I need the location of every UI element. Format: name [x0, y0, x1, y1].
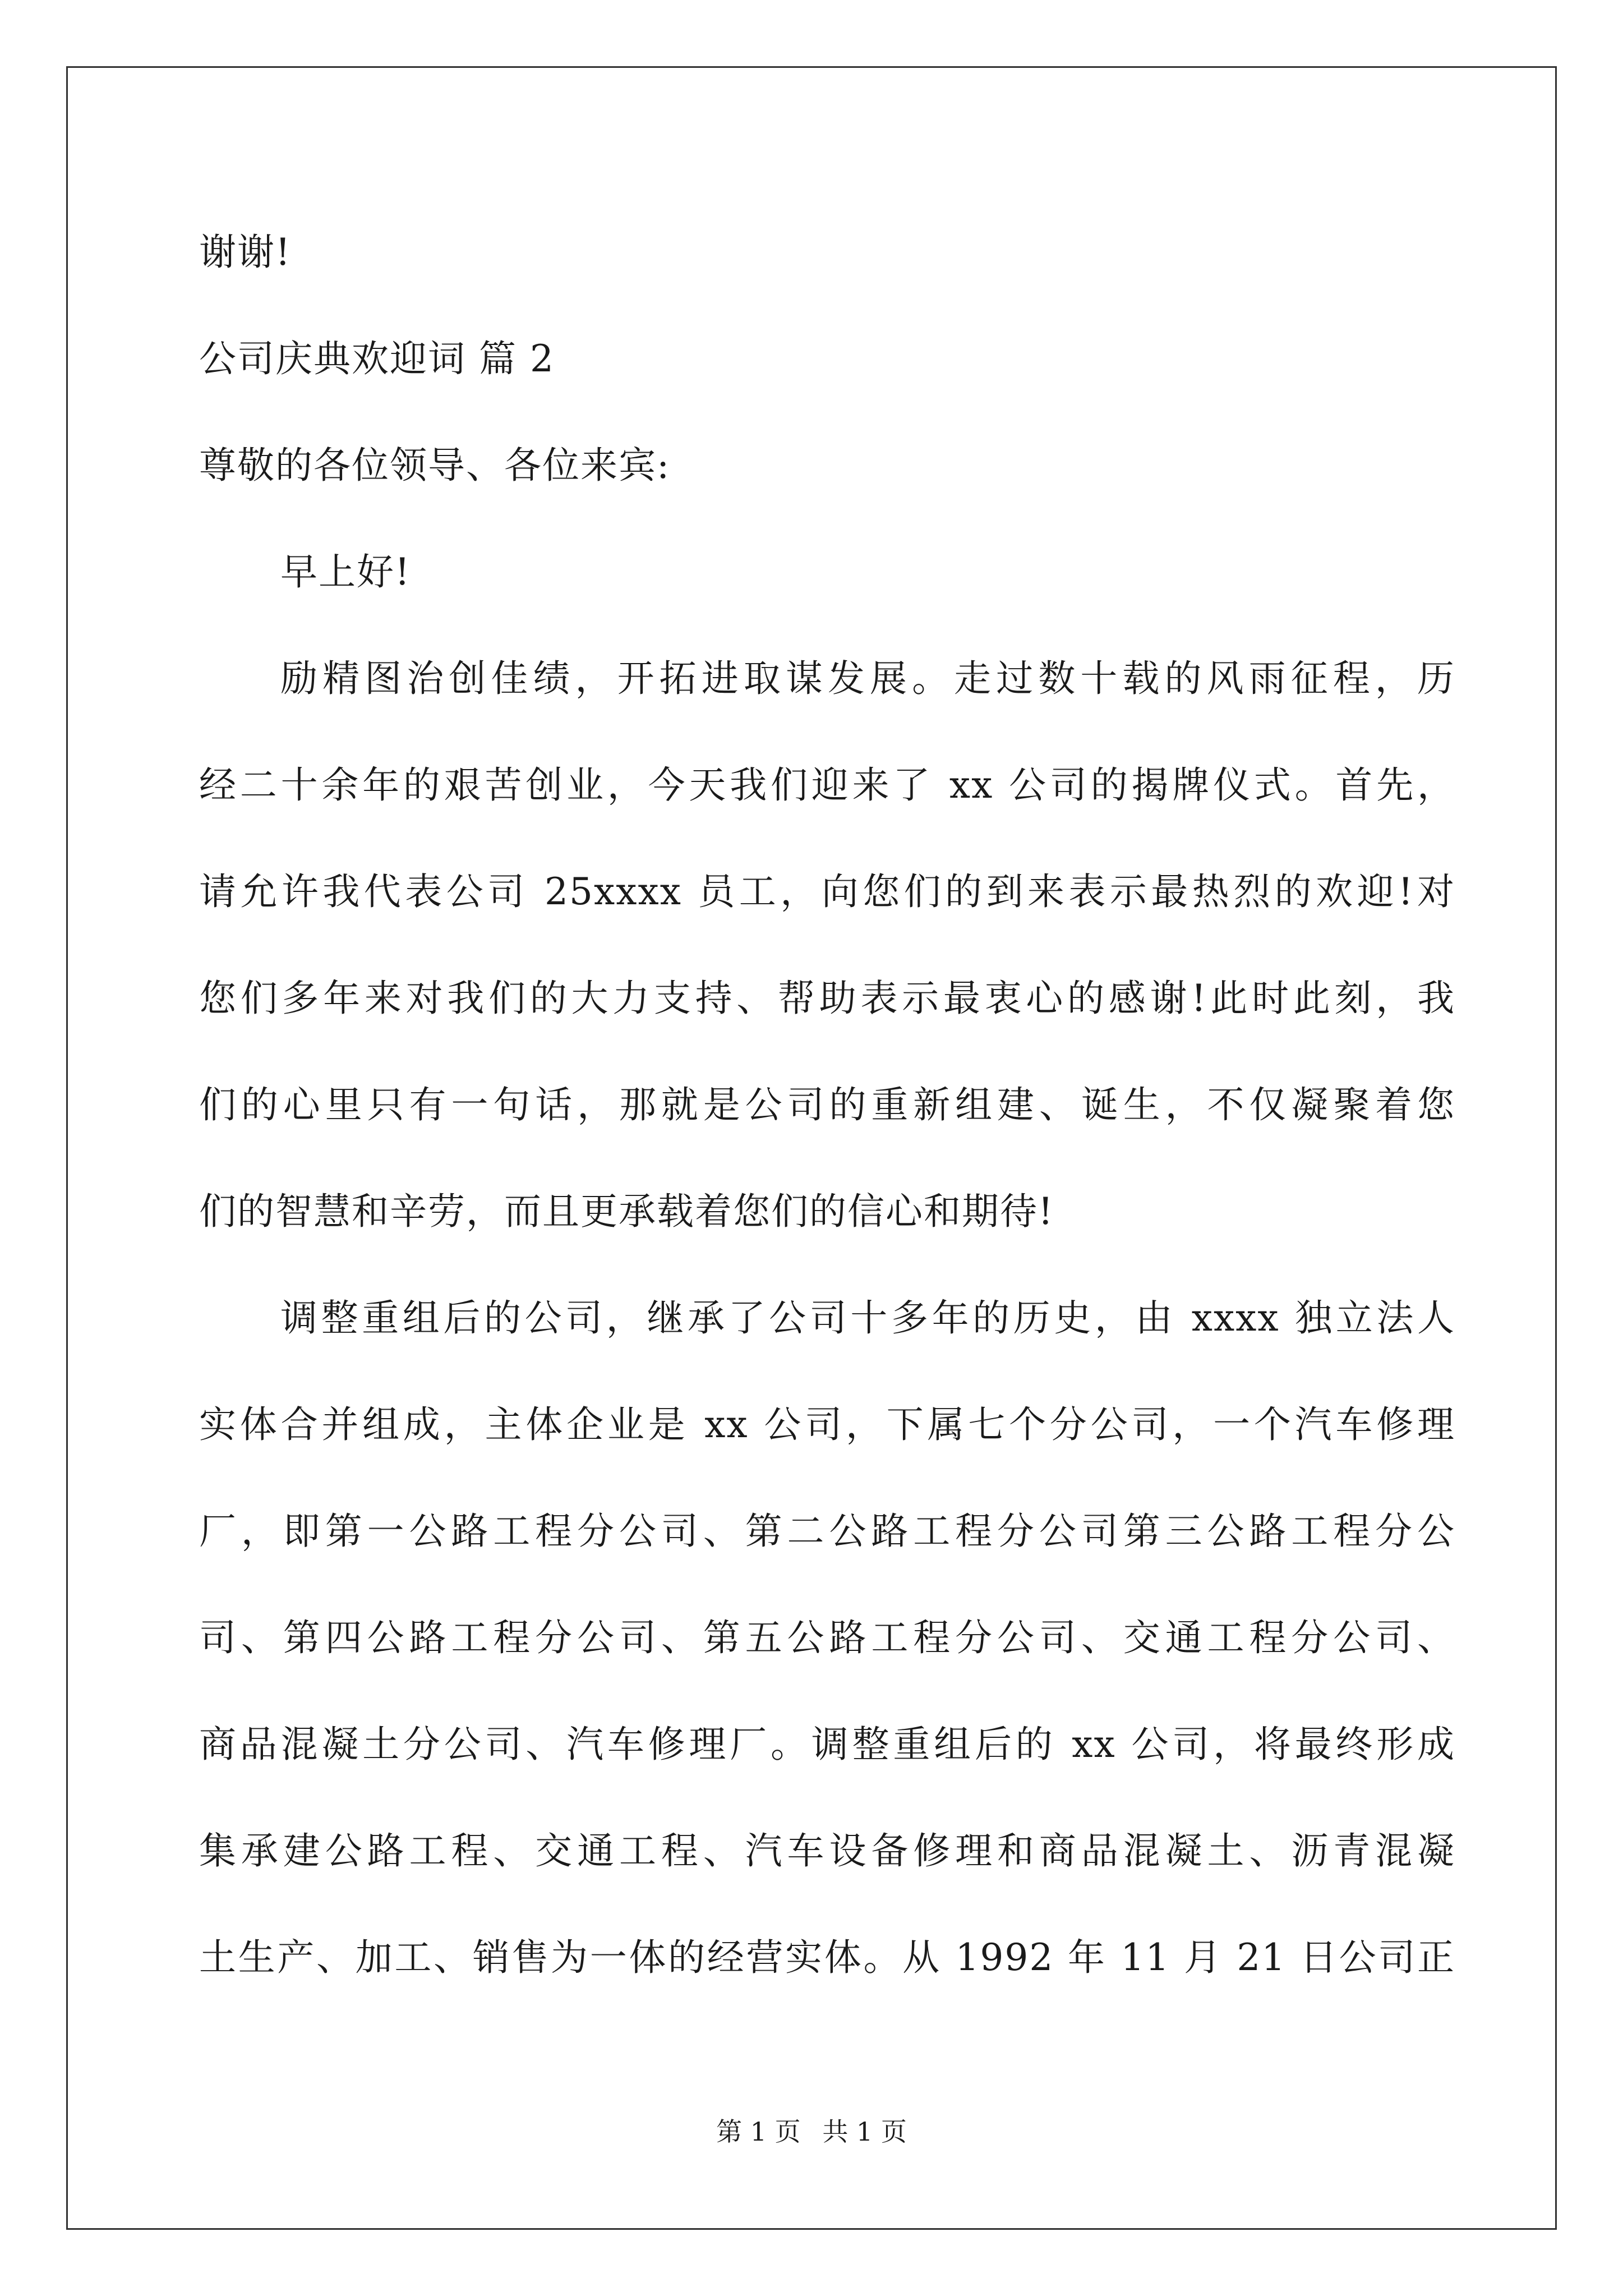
paragraph-1-line-6: 们的智慧和辛劳，而且更承载着您们的信心和期待! [199, 1190, 1054, 1233]
paragraph-2-line-4: 司、第四公路工程分公司、第五公路工程分公司、交通工程分公司、 [199, 1616, 1455, 1659]
paragraph-2-line-7: 土生产、加工、销售为一体的经营实体。从 1992 年 11 月 21 日公司正 [199, 1936, 1455, 1979]
paragraph-2-line-1: 调整重组后的公司，继承了公司十多年的历史，由 xxxx 独立法人 [280, 1296, 1455, 1340]
paragraph-2-line-6: 集承建公路工程、交通工程、汽车设备修理和商品混凝土、沥青混凝 [199, 1829, 1455, 1872]
page-number: 第 1 页 [716, 2116, 801, 2147]
paragraph-2-line-3: 厂，即第一公路工程分公司、第二公路工程分公司第三公路工程分公 [199, 1510, 1455, 1553]
paragraph-1-line-2: 经二十余年的艰苦创业，今天我们迎来了 xx 公司的揭牌仪式。首先， [199, 763, 1455, 807]
closing-thanks: 谢谢! [199, 231, 292, 274]
paragraph-2-line-5: 商品混凝土分公司、汽车修理厂。调整重组后的 xx 公司，将最终形成 [199, 1723, 1455, 1766]
paragraph-1-line-4: 您们多年来对我们的大力支持、帮助表示最衷心的感谢!此时此刻，我 [199, 977, 1455, 1020]
page-footer [0, 2115, 1623, 2148]
section-title: 公司庆典欢迎词 篇 2 [199, 337, 555, 380]
page-total: 共 1 页 [822, 2116, 907, 2147]
paragraph-1-line-5: 们的心里只有一句话，那就是公司的重新组建、诞生，不仅凝聚着您 [199, 1083, 1455, 1126]
paragraph-1-line-3: 请允许我代表公司 25xxxx 员工，向您们的到来表示最热烈的欢迎!对 [199, 870, 1455, 913]
page-border [66, 66, 1557, 2230]
greeting: 早上好! [280, 550, 411, 593]
paragraph-2-line-2: 实体合并组成，主体企业是 xx 公司，下属七个分公司，一个汽车修理 [199, 1403, 1455, 1446]
salutation: 尊敬的各位领导、各位来宾: [199, 444, 671, 487]
paragraph-1-line-1: 励精图治创佳绩，开拓进取谋发展。走过数十载的风雨征程，历 [280, 657, 1455, 700]
